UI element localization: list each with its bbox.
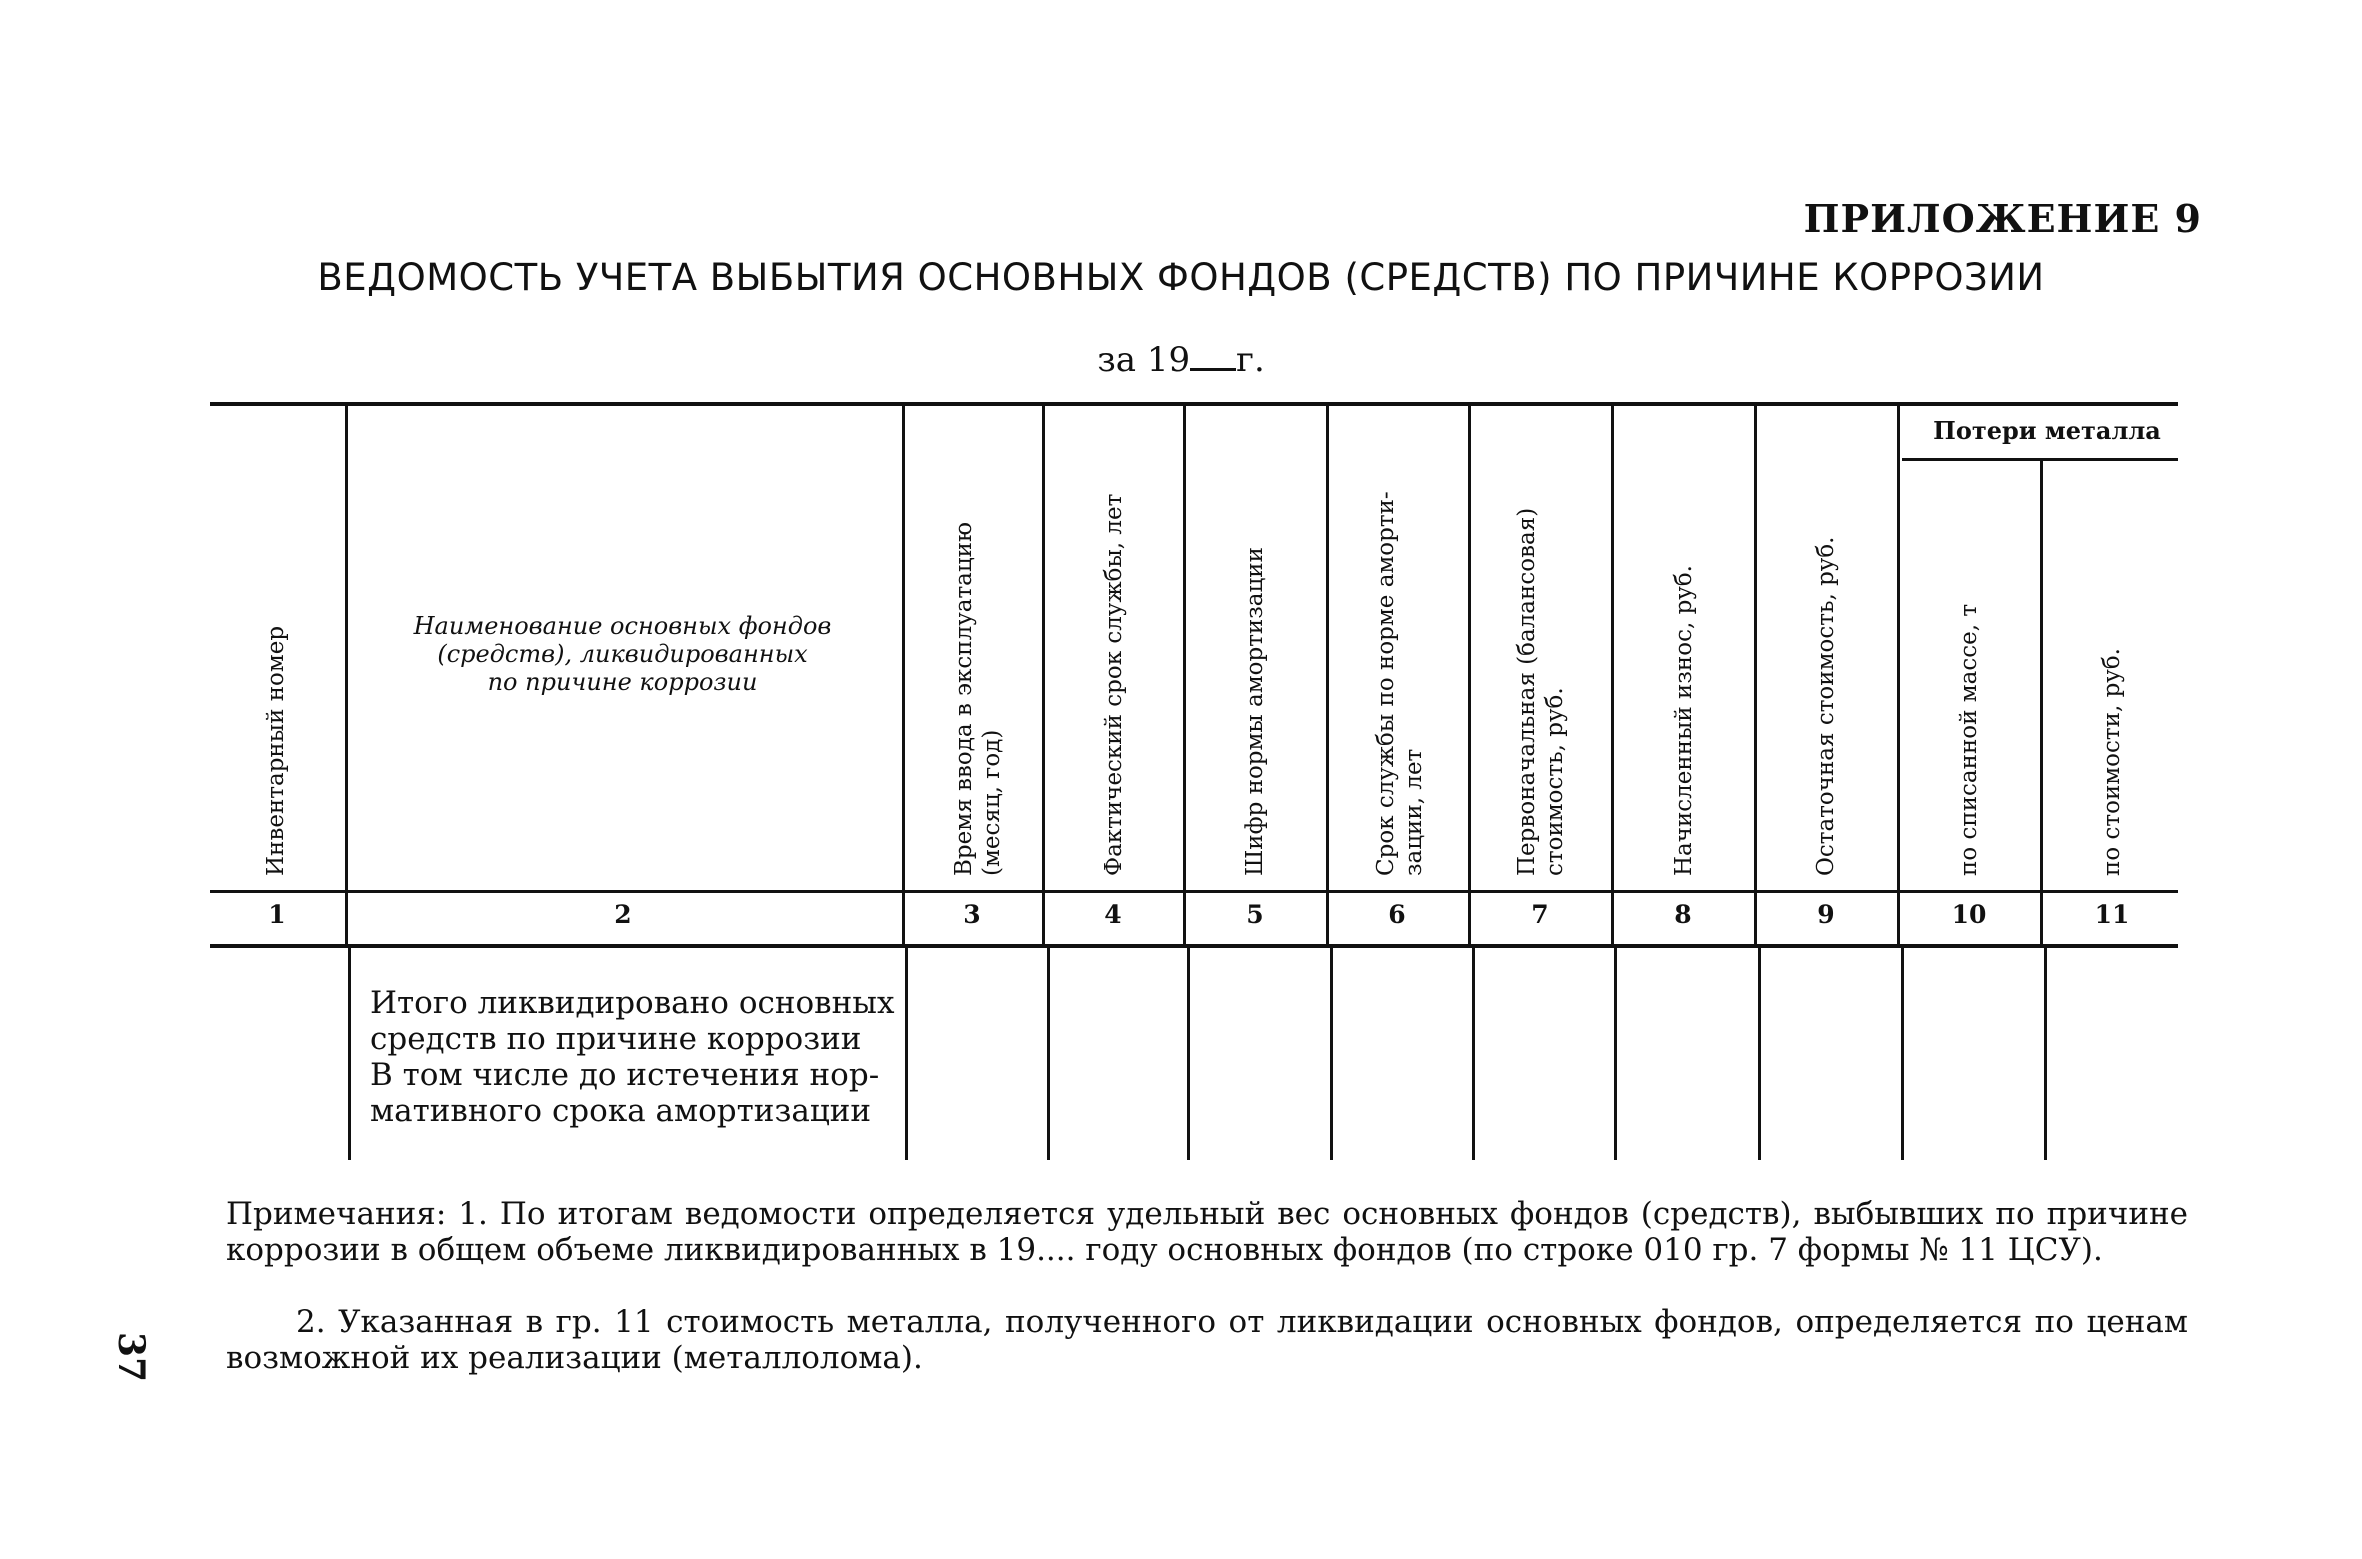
col-divider [1611,406,1614,946]
header-bottom-rule [210,890,2178,893]
col-divider [1326,406,1329,946]
body-col-divider [1330,948,1333,1160]
column-number: 1 [268,900,286,929]
body-col-divider [1901,948,1904,1160]
header-initial-cost: Первоначальная (балансовая) стоимость, руб. [1514,507,1568,876]
body-col-divider [1614,948,1617,1160]
period-blank [1190,338,1236,371]
col-divider [1183,406,1186,946]
numbers-bottom-rule [210,944,2178,948]
header-normative-service-life: Срок службы по норме аморти- зации, лет [1373,491,1427,876]
column-number: 4 [1104,900,1122,929]
header-actual-service-life: Фактический срок службы, лет [1101,493,1127,876]
period-prefix: за 19 [1097,340,1191,380]
column-number: 5 [1246,900,1264,929]
column-number: 8 [1674,900,1692,929]
column-number: 6 [1388,900,1406,929]
col-divider [1897,406,1900,946]
body-col-divider [1047,948,1050,1160]
document-title: ВЕДОМОСТЬ УЧЕТА ВЫБЫТИЯ ОСНОВНЫХ ФОНДОВ (СРЕДСТВ) ПО ПРИЧИНЕ КОРРОЗИИ [317,256,2045,299]
period-suffix: г. [1236,340,1265,380]
appendix-label: ПРИЛОЖЕНИЕ 9 [1803,196,2202,241]
body-col-divider [1187,948,1190,1160]
header-accrued-depreciation: Начисленный износ, руб. [1671,565,1697,876]
header-metal-loss-group: Потери металла [1933,416,2161,445]
page-number: 37 [110,1332,152,1383]
col-divider [1042,406,1045,946]
header-written-off-mass: по списанной массе, т [1956,603,1982,876]
column-number: 2 [614,900,632,929]
note-1-text: Примечания: 1. По итогам ведомости определяется удельный вес основных фондов (средств), выбывших по причине коррозии в общем объеме ликвидированных в 19.... году основных фондов (по строке 010 гр. 7 формы № 11 ЦСУ). [226,1196,2188,1268]
body-col-divider [2044,948,2047,1160]
col-divider [1754,406,1757,946]
note-2-text: 2. Указанная в гр. 11 стоимость металла, полученного от ликвидации основных фондов, определяется по ценам возможной их реализации (металлолома). [226,1304,2188,1376]
header-inventory-number: Инвентарный номер [263,625,289,876]
column-number: 10 [1951,900,1987,929]
column-number: 3 [963,900,981,929]
header-metal-cost: по стоимости, руб. [2099,648,2125,876]
body-col-divider [905,948,908,1160]
col-divider [2040,460,2043,946]
column-number: 9 [1817,900,1835,929]
header-asset-name: Наименование основных фондов (средств), ликвидированных по причине коррозии [413,612,832,696]
col-divider [902,406,905,946]
header-depreciation-code: Шифр нормы амортизации [1242,547,1268,876]
header-residual-value: Остаточная стоимость, руб. [1813,536,1839,876]
period-line [0,338,2362,380]
col-divider [345,406,348,946]
column-number: 7 [1531,900,1549,929]
body-col-divider [348,948,351,1160]
column-number: 11 [2094,900,2130,929]
body-col-divider [1472,948,1475,1160]
note-1 [226,1196,2188,1268]
total-row-label: Итого ликвидировано основных средств по причине коррозии В том числе до истечения нор- мативного срока амортизации [370,985,895,1129]
note-2 [226,1304,2188,1376]
col-divider [1468,406,1471,946]
header-commission-date: Время ввода в эксплуатацию (месяц, год) [951,521,1005,876]
table-top-rule [210,402,2178,406]
body-col-divider [1758,948,1761,1160]
